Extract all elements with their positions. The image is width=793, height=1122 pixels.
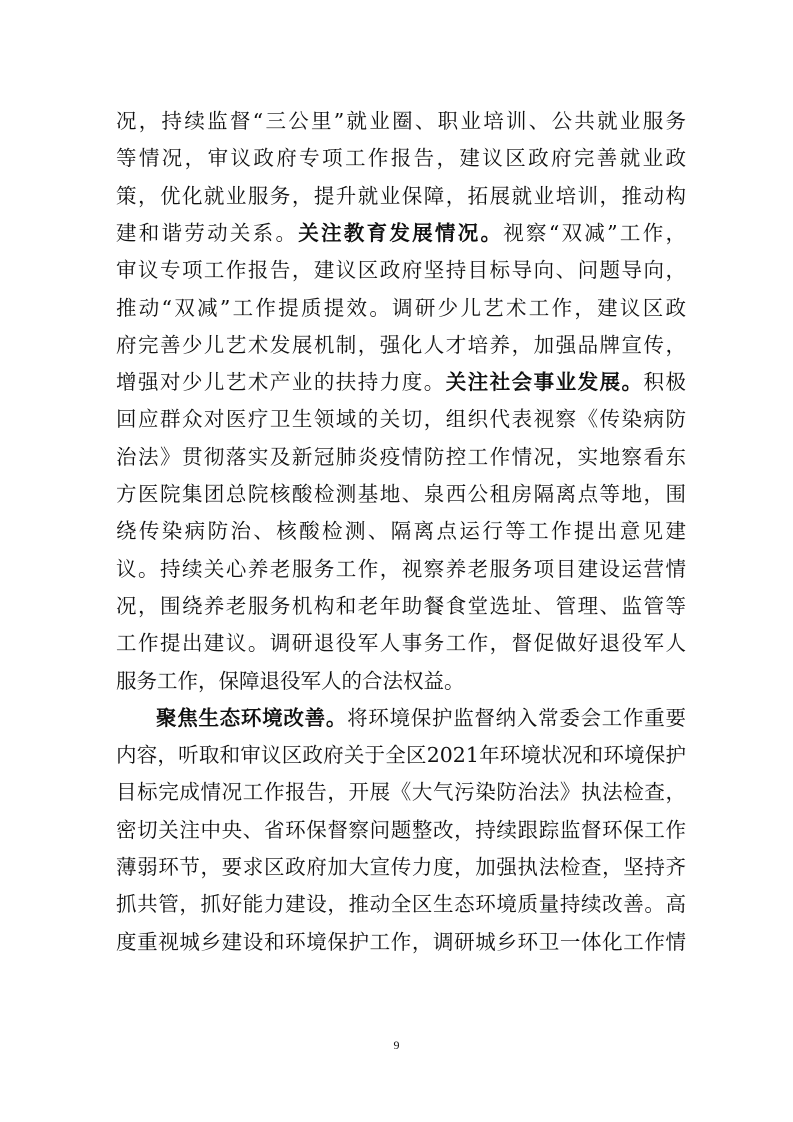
line-text: 服务工作，保障退役军人的合法权益。 (116, 668, 465, 693)
line-text: 推动“双减”工作提质提效。调研少儿艺术工作，建议区政 (116, 295, 686, 320)
line-text: 府完善少儿艺术发展机制，强化人才培养，加强品牌宣传， (116, 332, 686, 357)
text-line (116, 885, 686, 923)
page-number: 9 (393, 1038, 400, 1052)
text-line (116, 662, 686, 700)
text-line (156, 699, 686, 737)
line-text: 工作提出建议。调研退役军人事务工作，督促做好退役军人 (116, 631, 686, 656)
text-line (116, 326, 686, 364)
bold-heading-text: 关注社会事业发展。 (445, 370, 644, 395)
text-line (116, 102, 686, 140)
line-text: 回应群众对医疗卫生领域的关切，组织代表视察《传染病防 (116, 407, 686, 432)
line-text: 密切关注中央、省环保督察问题整改，持续跟踪监督环保工作 (116, 817, 686, 842)
line-text: 况，持续监督“三公里”就业圈、职业培训、公共就业服务 (116, 109, 686, 133)
text-line (116, 736, 686, 774)
line-text: 审议专项工作报告，建议区政府坚持目标导向、问题导向， (116, 258, 686, 283)
text-line (116, 624, 686, 662)
line-text: 度重视城乡建设和环境保护工作，调研城乡环卫一体化工作情 (116, 929, 686, 954)
line-text: 内容，听取和审议区政府关于全区2021年环境状况和环境保护 (116, 743, 686, 768)
text-line (116, 475, 686, 513)
text-line (116, 400, 686, 438)
line-text: 绕传染病防治、核酸检测、隔离点运行等工作提出意见建 (116, 519, 686, 544)
text-line (116, 512, 686, 550)
line-text: 将环境保护监督纳入常委会工作重要 (347, 705, 686, 730)
text-line (116, 438, 686, 476)
line-text: 积极 (643, 370, 687, 395)
bold-heading-text: 关注教育发展情况。 (298, 220, 504, 245)
line-text: 增强对少儿艺术产业的扶持力度。 (116, 370, 446, 395)
line-text: 建和谐劳动关系。 (116, 220, 299, 245)
text-line (116, 177, 686, 215)
text-line (116, 139, 686, 177)
text-line (116, 848, 686, 886)
line-text: 视察“双减”工作， (503, 220, 686, 245)
line-text: 目标完成情况工作报告，开展《大气污染防治法》执法检查， (116, 780, 686, 805)
text-line (116, 923, 686, 961)
line-text: 议。持续关心养老服务工作，视察养老服务项目建设运营情 (116, 556, 686, 581)
text-line (116, 811, 686, 849)
line-text: 方医院集团总院核酸检测基地、泉西公租房隔离点等地，围 (116, 482, 686, 506)
line-text: 况，围绕养老服务机构和老年助餐食堂选址、管理、监管等 (116, 593, 686, 618)
text-line (116, 251, 686, 289)
text-line (116, 214, 686, 252)
text-line (116, 289, 686, 327)
line-text: 抓共管，抓好能力建设，推动全区生态环境质量持续改善。高 (116, 892, 686, 917)
line-text: 策，优化就业服务，提升就业保障，拓展就业培训，推动构 (116, 183, 686, 208)
line-text: 薄弱环节，要求区政府加大宣传力度，加强执法检查，坚持齐 (116, 855, 686, 879)
text-line (116, 550, 686, 588)
text-line (116, 363, 686, 401)
bold-heading-text: 聚焦生态环境改善。 (156, 705, 348, 730)
line-text: 等情况，审议政府专项工作报告，建议区政府完善就业政 (116, 146, 686, 171)
text-line (116, 587, 686, 625)
text-line (116, 773, 686, 811)
line-text: 治法》贯彻落实及新冠肺炎疫情防控工作情况，实地察看东 (116, 444, 686, 469)
